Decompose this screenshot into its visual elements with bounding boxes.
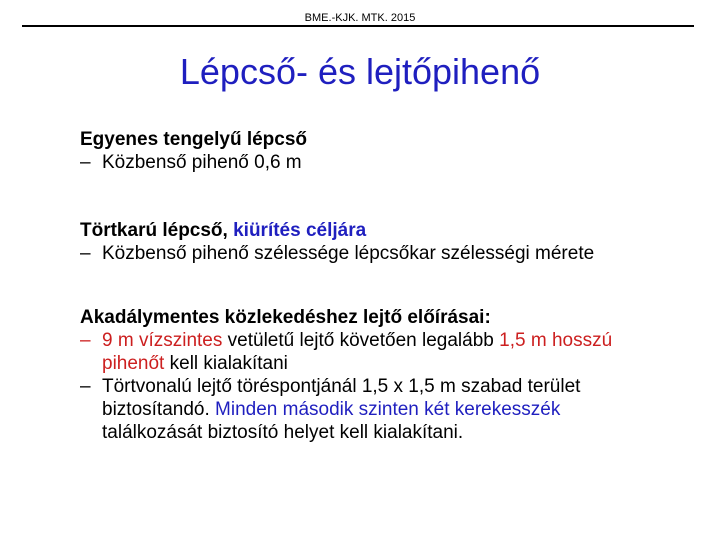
block-heading: Akadálymentes közlekedéshez lejtő előírásai:	[80, 307, 491, 328]
dash-marker: –	[80, 152, 91, 173]
bullet-item	[80, 329, 640, 375]
bullet-text	[102, 329, 640, 375]
heading-part: Törtkarú lépcső,	[80, 220, 234, 241]
block-broken-stair	[80, 219, 700, 265]
bullet-text: Közbenső pihenő 0,6 m	[102, 152, 302, 173]
plain-text: vetületű lejtő követően legalább	[222, 330, 500, 351]
bullet-item	[80, 375, 640, 444]
highlight-text: Minden második szinten két kerekesszék	[215, 399, 561, 420]
block-heading: Egyenes tengelyű lépcső	[80, 129, 308, 150]
dash-marker: –	[80, 330, 91, 351]
highlight-text: 1,5 m hosszú pihenőt	[102, 330, 613, 374]
block-accessible-ramp	[80, 306, 640, 444]
dash-marker: –	[80, 376, 91, 397]
header-divider	[22, 25, 694, 27]
bullet-text: Közbenső pihenő szélessége lépcsőkar szélességi mérete	[102, 243, 595, 264]
block-straight-stair	[80, 128, 307, 174]
bullet-item	[80, 151, 307, 174]
heading-highlight: kiürítés céljára	[233, 220, 367, 241]
highlight-text: 9 m vízszintes	[102, 330, 223, 351]
dash-marker: –	[80, 243, 91, 264]
slide-title: Lépcső- és lejtőpihenő	[179, 51, 541, 92]
bullet-text	[102, 375, 640, 444]
block-heading	[80, 219, 700, 242]
plain-text: kell kialakítani	[164, 353, 288, 374]
plain-text: találkozását biztosító helyet kell kialakítani.	[102, 422, 464, 443]
plain-text: Törtvonalú lejtő töréspontjánál 1,5 x 1,5 m szabad terület biztosítandó.	[102, 376, 581, 420]
bullet-item	[80, 242, 700, 265]
header-text: BME.-KJK. MTK. 2015	[304, 12, 416, 24]
